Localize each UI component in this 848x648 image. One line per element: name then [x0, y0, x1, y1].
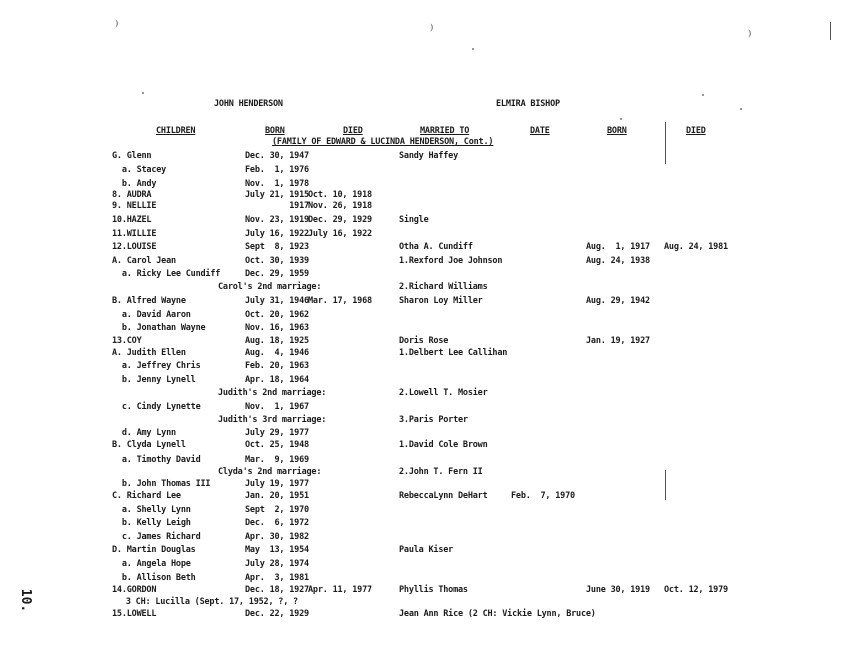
born-date: Aug. 4, 1946	[245, 348, 309, 358]
column-header-married-to: MARRIED TO	[420, 126, 470, 136]
spouse-name: 1.Delbert Lee Callihan	[399, 348, 508, 358]
table-row	[0, 506, 848, 518]
table-row	[0, 389, 848, 401]
marriage-note: Judith's 2nd marriage:	[218, 388, 327, 398]
child-name: A. Carol Jean	[112, 256, 176, 266]
born-date: Oct. 20, 1962	[245, 310, 309, 320]
spouse-name: 2.John T. Fern II	[399, 467, 483, 477]
spouse-name: Single	[399, 215, 429, 225]
born-date: July 28, 1974	[245, 559, 309, 569]
born-date: Dec. 6, 1972	[245, 518, 309, 528]
born-date: Sept 2, 1970	[245, 505, 309, 515]
born-date: July 29, 1977	[245, 428, 309, 438]
page-number: 10.	[18, 588, 34, 613]
born-date: Aug. 18, 1925	[245, 336, 309, 346]
table-row	[0, 610, 848, 622]
scan-mark	[142, 92, 144, 94]
wife-name: ELMIRA BISHOP	[496, 99, 560, 109]
spouse-born-date: Aug. 24, 1938	[586, 256, 650, 266]
spouse-name: RebeccaLynn DeHart	[399, 491, 488, 501]
scan-mark	[702, 94, 704, 96]
child-name: b. Jenny Lynell	[112, 375, 196, 385]
marriage-note: Clyda's 2nd marriage:	[218, 467, 322, 477]
marriage-note: Judith's 3rd marriage:	[218, 415, 327, 425]
table-row	[0, 257, 848, 269]
born-date: Apr. 18, 1964	[245, 375, 309, 385]
born-date: July 19, 1977	[245, 479, 309, 489]
scan-mark: )	[430, 23, 434, 33]
spouse-died-date: Oct. 12, 1979	[664, 585, 728, 595]
spouse-name: Sharon Loy Miller	[399, 296, 483, 306]
scan-mark: )	[115, 19, 119, 29]
born-date: July 31, 1946	[245, 296, 309, 306]
child-name: b. Kelly Leigh	[112, 518, 191, 528]
child-name: 10.HAZEL	[112, 215, 152, 225]
table-row	[0, 492, 848, 504]
spouse-born-date: Aug. 1, 1917	[586, 242, 650, 252]
child-name: a. Jeffrey Chris	[112, 361, 201, 371]
table-row	[0, 243, 848, 255]
child-name: b. Andy	[112, 179, 157, 189]
child-name: A. Judith Ellen	[112, 348, 186, 358]
column-header-date: DATE	[530, 126, 550, 136]
child-name: 11.WILLIE	[112, 229, 157, 239]
child-name: 15.LOWELL	[112, 609, 157, 619]
table-row	[0, 403, 848, 415]
died-date: Apr. 11, 1977	[308, 585, 372, 595]
born-date: Nov. 1, 1978	[245, 179, 309, 189]
spouse-name: 1.David Cole Brown	[399, 440, 488, 450]
born-date: Nov. 23, 1919	[245, 215, 309, 225]
scan-mark	[830, 22, 831, 40]
born-date: July 16, 1922	[245, 229, 309, 239]
died-date: July 16, 1922	[308, 229, 372, 239]
table-row	[0, 311, 848, 323]
child-name: c. James Richard	[112, 532, 201, 542]
table-row	[0, 216, 848, 228]
table-row	[0, 297, 848, 309]
born-date: Jan. 20, 1951	[245, 491, 309, 501]
table-row	[0, 441, 848, 453]
scan-mark	[740, 108, 742, 110]
table-row	[0, 230, 848, 242]
child-name: d. Amy Lynn	[112, 428, 176, 438]
born-date: Nov. 1, 1967	[245, 402, 309, 412]
born-date: Nov. 16, 1963	[245, 323, 309, 333]
family-subtitle: (FAMILY OF EDWARD & LUCINDA HENDERSON, Cont.)	[272, 137, 494, 147]
child-name: a. Angela Hope	[112, 559, 191, 569]
column-header-children: CHILDREN	[156, 126, 196, 136]
born-date: 1917	[245, 201, 309, 211]
table-row	[0, 283, 848, 295]
table-row	[0, 376, 848, 388]
born-date: Apr. 3, 1981	[245, 573, 309, 583]
table-row	[0, 324, 848, 336]
child-name: a. Ricky Lee Cundiff	[112, 269, 221, 279]
table-row	[0, 166, 848, 178]
born-date: Dec. 29, 1959	[245, 269, 309, 279]
child-name: 14.GORDON	[112, 585, 157, 595]
died-date: Dec. 29, 1929	[308, 215, 372, 225]
child-name: a. David Aaron	[112, 310, 191, 320]
spouse-name: Phyllis Thomas	[399, 585, 468, 595]
born-date: Feb. 20, 1963	[245, 361, 309, 371]
child-name: a. Stacey	[112, 165, 167, 175]
spouse-name: Otha A. Cundiff	[399, 242, 473, 252]
column-header-spouse-born: BORN	[607, 126, 627, 136]
spouse-born-date: Aug. 29, 1942	[586, 296, 650, 306]
born-date: Oct. 30, 1939	[245, 256, 309, 266]
spouse-name: 3.Paris Porter	[399, 415, 468, 425]
spouse-died-date: Aug. 24, 1981	[664, 242, 728, 252]
table-row	[0, 349, 848, 361]
spouse-name: 2.Lowell T. Mosier	[399, 388, 488, 398]
child-name: G. Glenn	[112, 151, 152, 161]
spouse-name: Sandy Haffey	[399, 151, 459, 161]
child-name: D. Martin Douglas	[112, 545, 196, 555]
scan-mark	[620, 118, 622, 120]
husband-name: JOHN HENDERSON	[214, 99, 283, 109]
child-name: B. Alfred Wayne	[112, 296, 186, 306]
table-row	[0, 546, 848, 558]
column-header-died: DIED	[343, 126, 363, 136]
marriage-note: Carol's 2nd marriage:	[218, 282, 322, 292]
scan-mark	[472, 48, 474, 50]
child-name: b. John Thomas III	[112, 479, 211, 489]
child-name: a. Timothy David	[112, 455, 201, 465]
marriage-date: Feb. 7, 1970	[511, 491, 575, 501]
born-date: Dec. 18, 1927	[245, 585, 309, 595]
spouse-name: 2.Richard Williams	[399, 282, 488, 292]
spouse-born-date: Jan. 19, 1927	[586, 336, 650, 346]
table-row	[0, 362, 848, 374]
born-date: May 13, 1954	[245, 545, 309, 555]
child-name: b. Jonathan Wayne	[112, 323, 206, 333]
child-name: 12.LOUISE	[112, 242, 157, 252]
column-header-born: BORN	[265, 126, 285, 136]
born-date: Sept 8, 1923	[245, 242, 309, 252]
died-date: Oct. 10, 1918	[308, 190, 372, 200]
born-date: Mar. 9, 1969	[245, 455, 309, 465]
spouse-name: 1.Rexford Joe Johnson	[399, 256, 503, 266]
child-name: C. Richard Lee	[112, 491, 181, 501]
child-name: 3 CH: Lucilla (Sept. 17, 1952, ?, ?	[116, 597, 298, 607]
child-name: 13.COY	[112, 336, 142, 346]
table-row	[0, 560, 848, 572]
died-date: Nov. 26, 1918	[308, 201, 372, 211]
scan-mark: )	[748, 29, 752, 39]
died-date: Mar. 17, 1968	[308, 296, 372, 306]
born-date: July 21, 1915	[245, 190, 309, 200]
spouse-born-date: June 30, 1919	[586, 585, 650, 595]
born-date: Feb. 1, 1976	[245, 165, 309, 175]
spouse-name: Paula Kiser	[399, 545, 454, 555]
child-name: a. Shelly Lynn	[112, 505, 191, 515]
child-name: 8. AUDRA	[112, 190, 152, 200]
table-row	[0, 416, 848, 428]
table-row	[0, 152, 848, 164]
table-row	[0, 519, 848, 531]
spouse-name: Jean Ann Rice (2 CH: Vickie Lynn, Bruce)	[399, 609, 596, 619]
table-row	[0, 533, 848, 545]
spouse-name: Doris Rose	[399, 336, 449, 346]
born-date: Apr. 30, 1982	[245, 532, 309, 542]
table-row	[0, 202, 848, 214]
table-row	[0, 270, 848, 282]
child-name: 9. NELLIE	[112, 201, 157, 211]
child-name: b. Allison Beth	[112, 573, 196, 583]
born-date: Dec. 22, 1929	[245, 609, 309, 619]
column-header-spouse-died: DIED	[686, 126, 706, 136]
child-name: c. Cindy Lynette	[112, 402, 201, 412]
child-name: B. Clyda Lynell	[112, 440, 186, 450]
born-date: Oct. 25, 1948	[245, 440, 309, 450]
born-date: Dec. 30, 1947	[245, 151, 309, 161]
